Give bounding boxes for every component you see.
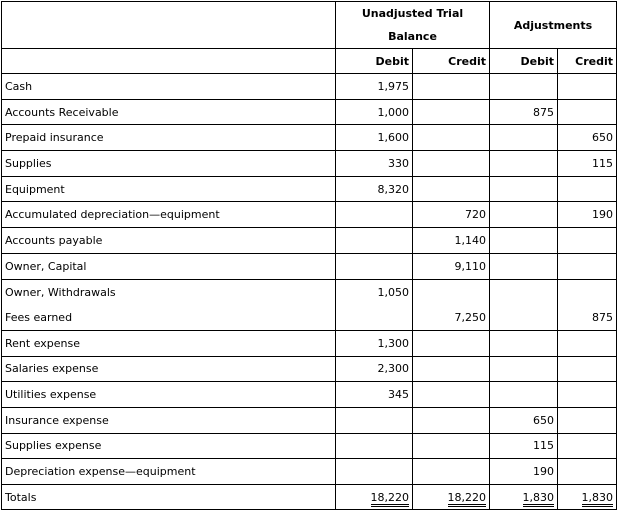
tb-credit-total-value: 18,220	[448, 491, 487, 507]
tb-debit-total	[336, 485, 413, 510]
tb-credit-cell	[413, 407, 490, 433]
tb-debit-cell	[336, 202, 413, 228]
tb-debit-cell: 1,050	[336, 279, 413, 305]
tb-debit-cell	[336, 305, 413, 331]
tb-credit-cell: 9,110	[413, 253, 490, 279]
account-name: Utilities expense	[2, 382, 336, 408]
adj-debit-cell	[490, 305, 558, 331]
account-name: Accounts payable	[2, 228, 336, 254]
adj-credit-cell	[558, 356, 617, 382]
account-name: Owner, Capital	[2, 253, 336, 279]
adj-debit-cell	[490, 382, 558, 408]
tb-credit-total	[413, 485, 490, 510]
account-name: Owner, Withdrawals	[2, 279, 336, 305]
adj-debit-cell	[490, 74, 558, 100]
tb-debit-cell: 1,300	[336, 330, 413, 356]
adj-debit-total	[490, 485, 558, 510]
tb-credit-cell: 720	[413, 202, 490, 228]
tb-debit-cell	[336, 433, 413, 459]
tb-credit-cell	[413, 125, 490, 151]
tb-debit-cell: 1,975	[336, 74, 413, 100]
totals-row	[2, 485, 617, 510]
adj-credit-cell: 875	[558, 305, 617, 331]
table-row	[2, 356, 617, 382]
unadjusted-trial-balance-header: Unadjusted Trial Balance	[336, 2, 490, 49]
tb-debit-cell: 330	[336, 151, 413, 177]
tb-debit-cell	[336, 407, 413, 433]
adj-debit-cell	[490, 151, 558, 177]
tb-credit-cell: 7,250	[413, 305, 490, 331]
tb-debit-cell: 1,600	[336, 125, 413, 151]
tb-debit-cell: 345	[336, 382, 413, 408]
tb-credit-header: Credit	[413, 49, 490, 74]
totals-label: Totals	[2, 485, 336, 510]
column-header-row	[2, 49, 617, 74]
tb-credit-cell	[413, 151, 490, 177]
adj-credit-cell	[558, 459, 617, 485]
tb-debit-cell	[336, 253, 413, 279]
tb-debit-cell	[336, 228, 413, 254]
adj-credit-cell	[558, 253, 617, 279]
adj-credit-header: Credit	[558, 49, 617, 74]
adj-debit-cell	[490, 176, 558, 202]
adj-debit-cell	[490, 125, 558, 151]
table-row	[2, 74, 617, 100]
adj-debit-cell: 115	[490, 433, 558, 459]
account-name: Prepaid insurance	[2, 125, 336, 151]
adjustments-header: Adjustments	[490, 2, 617, 49]
tb-credit-cell	[413, 459, 490, 485]
table-row	[2, 253, 617, 279]
adj-debit-cell	[490, 228, 558, 254]
adj-credit-cell: 650	[558, 125, 617, 151]
tb-credit-cell	[413, 330, 490, 356]
worksheet-table	[1, 1, 617, 510]
account-name: Salaries expense	[2, 356, 336, 382]
tb-debit-cell: 8,320	[336, 176, 413, 202]
adj-credit-cell: 190	[558, 202, 617, 228]
tb-credit-cell	[413, 433, 490, 459]
account-name: Rent expense	[2, 330, 336, 356]
account-name: Equipment	[2, 176, 336, 202]
account-name: Supplies expense	[2, 433, 336, 459]
table-row	[2, 176, 617, 202]
account-subheader-blank	[2, 49, 336, 74]
adj-credit-cell	[558, 382, 617, 408]
adj-debit-cell	[490, 279, 558, 305]
table-row	[2, 228, 617, 254]
account-name: Accumulated depreciation—equipment	[2, 202, 336, 228]
table-row	[2, 99, 617, 125]
adj-debit-cell	[490, 202, 558, 228]
adj-credit-cell: 115	[558, 151, 617, 177]
table-row	[2, 330, 617, 356]
account-name: Insurance expense	[2, 407, 336, 433]
account-name: Cash	[2, 74, 336, 100]
table-row	[2, 459, 617, 485]
table-row	[2, 382, 617, 408]
adj-credit-total-value: 1,830	[582, 491, 614, 507]
table-row	[2, 407, 617, 433]
tb-debit-cell: 1,000	[336, 99, 413, 125]
account-name: Accounts Receivable	[2, 99, 336, 125]
adj-credit-cell	[558, 330, 617, 356]
table-row	[2, 202, 617, 228]
account-name: Depreciation expense—equipment	[2, 459, 336, 485]
table-row	[2, 151, 617, 177]
account-header-blank	[2, 2, 336, 49]
tb-debit-cell: 2,300	[336, 356, 413, 382]
tb-debit-cell	[336, 459, 413, 485]
adj-debit-cell	[490, 356, 558, 382]
tb-credit-cell: 1,140	[413, 228, 490, 254]
account-name: Supplies	[2, 151, 336, 177]
adj-debit-cell: 650	[490, 407, 558, 433]
adj-credit-cell	[558, 228, 617, 254]
adj-debit-cell: 190	[490, 459, 558, 485]
adj-credit-cell	[558, 99, 617, 125]
tb-credit-cell	[413, 279, 490, 305]
adj-credit-cell	[558, 279, 617, 305]
table-row	[2, 305, 617, 331]
adj-credit-cell	[558, 176, 617, 202]
adj-credit-total	[558, 485, 617, 510]
adj-debit-cell: 875	[490, 99, 558, 125]
table-row	[2, 125, 617, 151]
adj-debit-total-value: 1,830	[523, 491, 555, 507]
table-row	[2, 433, 617, 459]
adj-debit-cell	[490, 253, 558, 279]
tb-credit-cell	[413, 382, 490, 408]
tb-credit-cell	[413, 74, 490, 100]
tb-credit-cell	[413, 176, 490, 202]
tb-debit-header: Debit	[336, 49, 413, 74]
group-header-row	[2, 2, 617, 49]
adj-credit-cell	[558, 74, 617, 100]
table-row	[2, 279, 617, 305]
tb-credit-cell	[413, 99, 490, 125]
adj-debit-header: Debit	[490, 49, 558, 74]
account-name: Fees earned	[2, 305, 336, 331]
adj-credit-cell	[558, 407, 617, 433]
tb-credit-cell	[413, 356, 490, 382]
tb-debit-total-value: 18,220	[371, 491, 410, 507]
adj-credit-cell	[558, 433, 617, 459]
adj-debit-cell	[490, 330, 558, 356]
